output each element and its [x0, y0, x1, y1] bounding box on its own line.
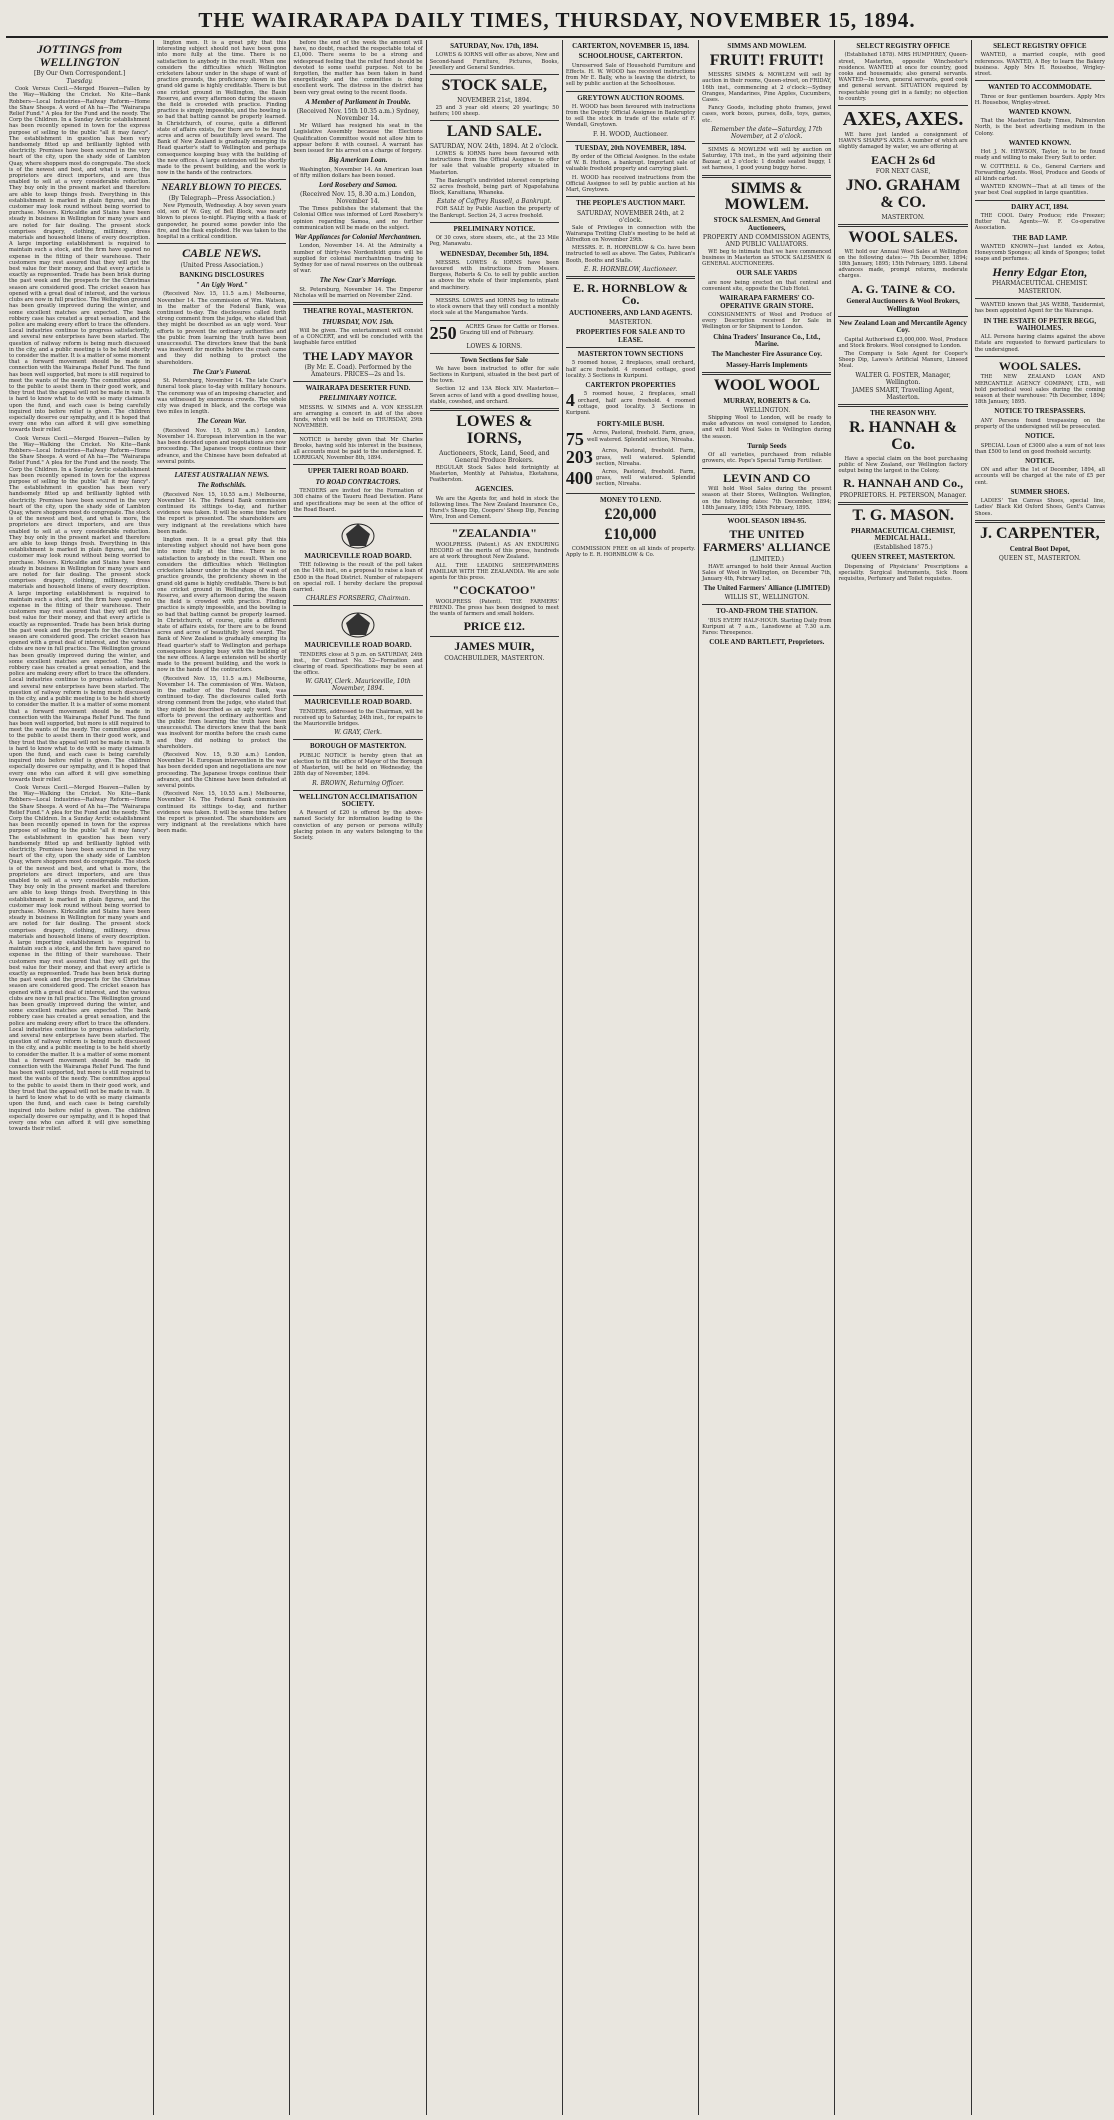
ad-body: THE COOL Dairy Produce; ride Freezer; Butter Fat. Agents—W. F. Co-operative Association.: [974, 212, 1105, 232]
ad-signature: WALTER G. FOSTER, Manager, Wellington.: [855, 371, 951, 386]
ad-sub: Central Boot Depot,: [1009, 544, 1070, 553]
ad-body: Shipping Wool to London, will be ready to make advances on wool consigned to London, and will hold Wool Sales in Wellington during the season.: [702, 415, 832, 440]
ad-body: (Established 1878). MRS HUMPHREY, Queen-street, Masterton, opposite Winchester's residence. WANTED at once for country, good cooks and housemaids; also general servants. WANTED—In town, general servants, good cook and general servant. SITUATION required by respectable young girl in a family; no objection to country.: [838, 52, 968, 102]
ad-body: 'BUS EVERY HALF-HOUR. Starting Daily from Kuripuni at 7 a.m., Lansdowne at 7.30 a.m. Fares: Threepence.: [702, 617, 832, 637]
ad-body: WANTED KNOWN—Just landed ex Aotea, Honeycomb Sponges; all kinds of Sponges; toilet soaps and perfumes.: [974, 243, 1105, 263]
ad-heading: SIMMS & MOWLEM.: [724, 179, 809, 214]
crest-icon: [338, 520, 378, 550]
article-body: (Received Nov. 15, 9.30 a.m.) London, November 14. European intervention in the war has been decided upon and negotiations are now proceeding. The Japanese troops continue their advance, and the Chinese have been defeated at several points.: [157, 427, 287, 465]
ad-heading: PROPERTIES FOR SALE AND TO LEASE.: [575, 328, 686, 344]
column-6: [699, 40, 835, 2115]
column-7: [835, 40, 971, 2115]
ad-heading: OUR SALE YARDS: [736, 269, 798, 278]
ad-body: WANTED KNOWN—That at all times of the year best Coal supplied in large quantities.: [974, 184, 1105, 197]
ad-body: WANTED, a married couple, with good references. WANTED, A Boy to learn the Bakery business. Apply Mrs H. Rouseboe, Wrigley-street.: [974, 52, 1105, 77]
ad-heading: JNO. GRAHAM & CO.: [845, 177, 961, 211]
ad-body: MESSRS. LOWES and IORNS beg to intimate to stock owners that they will conduct a monthly stock sale at the Mangamahoe Yards.: [429, 297, 559, 317]
ad-body: WE beg to intimate that we have commenced business in Masterton as STOCK SALESMEN & GENERAL AUCTIONEERS.: [702, 248, 832, 268]
ad-date: SATURDAY, NOVEMBER 24th, at 2 o'clock.: [576, 209, 685, 224]
ad-date: Remember the date—Saturday, 17th November, at 2 o'clock.: [711, 125, 823, 140]
column-4: [427, 40, 563, 2115]
ad-body: By order of the Official Assignee. In the estate of W. B. Hutton, a bankrupt. Important sale of valuable freehold property and carrying plant.: [565, 154, 696, 173]
ad-signature: R. BROWN, Returning Officer.: [312, 779, 404, 787]
ad-body: THE following is the result of the poll taken on the 14th inst., on a proposal to raise a loan of £500 in the Road District. Number of ratepayers on special roll. I hereby declare the proposal carried.: [293, 562, 423, 594]
ad-body: 25 and 3 year old steers; 20 yearlings; 50 heifers; 100 sheep.: [429, 104, 559, 117]
ad-body: W. COTTRELL & Co., General Carriers and Forwarding Agents. Wool, Produce and Goods of all kinds carted.: [974, 163, 1105, 183]
ad-heading: R. HANNAH AND Co.,: [843, 476, 964, 491]
ad-body: ALL Persons having claims against the above Estate are requested to forward particulars to the undersigned.: [974, 334, 1105, 353]
headline: The New Czar's Marriage.: [319, 276, 397, 285]
article-body: St. Petersburg, November 14. The late Czar's funeral took place to-day with military honours. The ceremony was of an imposing character, and was witnessed by enormous crowds. The whole city was draped in black, and the cortege was two miles in length.: [157, 378, 287, 416]
headline: A Member of Parliament in Trouble.: [305, 97, 411, 106]
ad-body: SPECIAL Loan of £3000 also a sum of not less than £500 to lend on good freehold security.: [974, 442, 1105, 455]
ad-body: Capital Authorised £3,000,000. Wool, Produce and Stock Brokers. Wool consigned to London.: [838, 336, 968, 349]
ad-heading: NOTICE.: [1025, 432, 1055, 441]
article-body: Mr Willard has resigned his seat in the Legislative Assembly because the Elections Qualification Committee would not allow him to appear before it with counsel. A warrant has been issued for his arrest on a charge of forgery.: [293, 123, 423, 154]
ad-date: TUESDAY, 20th NOVEMBER, 1894.: [574, 143, 687, 152]
ad-sub: PROPERTY AND COMMISSION AGENTS, AND PUBLIC VALUATORS.: [702, 233, 831, 248]
article-body-repeat-2: Cook Versus Cecil.—Merged Heaven—Fallen by the Way—Walking the Cricket. No Kite—Bank Robbers—Local Industries—Railway Reform—Home the Shaw Sheeps. A word of Ah ha—The "Wairarapa Relief Fund." A plea for the Fund and the needy. The Corp the Children. In a Sunday Arctic establishment has been recently opened in town for the express purpose of selling to the public "all it may fancy". The establishment in question has been very handsomely fitted up and brilliantly lighted with electricity. Premises have been secured in the very heart of the city, upon the shady side of Lambton Quay, where shoppers most do congregate. The stock is of the newest and best, and what is more, the proprietors are direct importers, and are thus enabled to sell at a very considerable reduction. They buy only in the present market and therefore are able to keep things fresh. Everything in this establishment is marked in plain figures, and the customer may look round without being worried to purchase. Messrs. Kirkcaldie and Stains have been steady in business in Wellington for many years and are noted for fair dealing. The present stock comprises drapery, clothing, millinery, dress materials and household linens of every description. A large importing establishment is required to maintain such a stock, and the firm have spared no expense in the fitting of their warehouse. Their customers may rest assured that they will get the best value for their money, and that every article is exactly as represented. Trade has been brisk during the past week and the prospects for the Christmas season are considered good. The cricket season has opened with a great deal of interest, and the various clubs are now in full practice. The Wellington ground has been greatly improved during the winter, and some excellent matches are expected. The bank robbery case has created a great sensation, and the police are making every effort to trace the offenders. Local industries continue to progress satisfactorily, and several new enterprises have been started. The question of railway reform is being much discussed in the city, and a public meeting is to be held shortly to consider the matter. It is a matter of some moment that a forward movement should be made in connection with the Wairarapa Relief Fund. The fund has been well supported, but more is still required to meet the wants of the needy. The committee appeal to the public to assist them in their good work, and they trust that the appeal will not be made in vain. It is hard to know what to do with so many claimants upon the fund, and each case is being carefully inquired into before relief is given. The children especially deserve our sympathy, and it is hoped that every one who can afford it will give something towards their relief.: [9, 784, 151, 1133]
ad-title: WELLINGTON ACCLIMATISATION SOCIETY.: [298, 792, 418, 808]
loan-amount: £20,000: [604, 506, 657, 524]
subhead: (Received Nov. 15th 10.35 a.m.) Sydney, November 14.: [296, 108, 420, 123]
ad-body: Will be given. The entertainment will consist of a CONCERT, and will be concluded with the laughable farce entitled: [293, 327, 423, 347]
ad-body: Sale of Privileges in connection with the Wairarapa Trotting Club's meeting to be held at Alfredton on November 29th.: [565, 224, 696, 243]
ad-title: MAURICEVILLE ROAD BOARD.: [304, 698, 412, 707]
headline: NEARLY BLOWN TO PIECES.: [161, 182, 282, 193]
ad-title: SELECT REGISTRY OFFICE: [856, 42, 950, 50]
ad-body: Acres, Pastoral, freehold. Farm, grass, well watered. Splendid section, Nireaha.: [595, 469, 696, 488]
headline: The Corean War.: [197, 417, 247, 426]
ad-body: FOR SALE by Public Auction the property of the Bankrupt. Section 24, 3 acres freehold.: [429, 206, 559, 219]
ad-place: QUEEN ST., MASTERTON.: [998, 554, 1081, 562]
ad-body: ACRES Grass for Cattle or Horses. Grazing till end of February.: [459, 323, 559, 336]
ad-body: That the Masterton Daily Times, Palmerston North, is the best advertising medium in the Colony.: [974, 118, 1105, 137]
column-5: [563, 40, 699, 2115]
ad-body: TENDERS, addressed to the Chairman, will be received up to Saturday, 24th inst., for repairs to the Mauriceville bridges.: [293, 708, 423, 728]
ad-body: WE have just landed a consignment of HAWN'S SHARP'S AXES. A number of which are slightly damaged by water, we are offering at: [838, 131, 968, 151]
ad-heading: E. R. HORNBLOW & Co.: [573, 280, 688, 308]
ad-body: Acres, Pastoral, freehold. Farm, grass, well watered. Splendid section, Nireaha.: [595, 448, 696, 467]
article-body: The Times publishes the statement that the Colonial Office was informed of Lord Rosebery's opinion regarding Samoa, and no further communication will be made on the subject.: [293, 206, 423, 231]
ad-heading: The Manchester Fire Assurance Coy.: [711, 350, 822, 359]
headline: LATEST AUSTRALIAN NEWS.: [174, 470, 269, 479]
masthead: THE WAIRARAPA DAILY TIMES, THURSDAY, NOVEMBER 15, 1894.: [6, 6, 1108, 38]
ad-signature: W. GRAY, Clerk. Mauriceville, 10th November, 1894.: [305, 678, 411, 693]
ad-place: MASTERTON.: [609, 319, 653, 327]
headline: The Rothschilds.: [197, 481, 247, 490]
ad-sub: FOR NEXT CASE,: [875, 168, 931, 176]
ad-heading: China Traders' Insurance Co., Ltd., Marine.: [713, 332, 821, 348]
grazing-ad: [430, 324, 559, 342]
article-body: lington men. It is a great pity that this interesting subject should not have been gone into more fully at the time. There is no satisfaction to anybody in the result. When one considers the difficulties which Wellington cricketers labour under in the shape of want of practice grounds, the proficiency shown in the grand old game is highly creditable. There is but one cricket ground in Wellington, the Basin Reserve, and every afternoon during the season the field is crowded with practice. Finding practice is simply impossible, and the bowling is so bad that batting cannot be properly learned. In Christchurch, of course, quite a different state of affairs exists, for there are to be found acres and acres of beautifully level sward. The Bank of New Zealand is gradually emerging its Head quarter's staff to Wellington and perhaps consequence keeping busy with the building of the new offices. A large extension will be shortly made to the present building, and the work is now in the hands of the contractors.: [157, 40, 287, 177]
ad-heading: AGENCIES.: [475, 485, 514, 494]
ad-body: WOOLPRESS. (Patent.) AS AN ENDURING RECORD of the merits of this press, hundreds are at work throughout New Zealand.: [429, 542, 559, 561]
ad-show-title: THE LADY MAYOR: [302, 348, 414, 363]
ad-sub: AUCTIONEERS, AND LAND AGENTS.: [568, 308, 693, 317]
article-body-repeat: lington men. It is a great pity that this interesting subject should not have been gone into more fully at the time. There is no satisfaction to anybody in the result. When one considers the difficulties which Wellington cricketers labour under in the shape of want of practice grounds, the proficiency shown in the grand old game is highly creditable. There is but one cricket ground in Wellington, the Basin Reserve, and every afternoon during the season the field is crowded with practice. Finding practice is simply impossible, and the bowling is so bad that batting cannot be properly learned. In Christchurch, of course, quite a different state of affairs exists, for there are to be found acres and acres of beautifully level sward. The Bank of New Zealand is gradually emerging its Head quarter's staff to Wellington and perhaps consequence keeping busy with the building of the new offices. A large extension will be shortly made to the present building, and the work is now in the hands of the contractors.: [157, 537, 287, 674]
ad-body: COMMISSION FREE on all kinds of property. Apply to E. R. HORNBLOW & Co.: [565, 545, 696, 558]
ad-signature: W. GRAY, Clerk.: [334, 729, 382, 737]
headline: CABLE NEWS.: [182, 246, 262, 261]
ad-body: TENDERS close at 5 p.m. on SATURDAY, 24th inst., for Contract No. 52—Formation and clearing of road. Specifications may be seen at the office.: [293, 651, 423, 677]
ad-heading: WAIRARAPA FARMERS' CO-OPERATIVE GRAIN STORE.: [719, 294, 815, 310]
ad-body: We have been instructed to offer for sale Sections in Kuripuni, situated in the best part of the town.: [429, 365, 559, 385]
ad-sub: (Established 1875.): [873, 544, 933, 552]
acreage-number: 400: [565, 468, 593, 489]
ad-heading: MONEY TO LEND.: [599, 495, 662, 504]
ad-body: Of 30 cows, store steers, etc., at the 23 Mile Peg, Manawatu.: [429, 235, 559, 248]
byline: [By Our Own Correspondent.]: [33, 70, 126, 78]
ad-heading: LOWES & IORNS,: [456, 413, 533, 447]
ad-date: NOVEMBER 21st, 1894.: [457, 96, 532, 104]
ad-sub: PHARMACEUTICAL CHEMIST, MEDICAL HALL.: [851, 526, 956, 542]
acreage-number: 203: [565, 447, 593, 468]
ad-body: MESSRS. LOWES & IORNS have been favoured with instructions from Messrs. Burgess, Roberts & Co. to sell by public auction as above the whole of their implements, plant and machinery.: [429, 259, 559, 291]
ad-place: WILLIS ST., WELLINGTON.: [724, 594, 810, 602]
ad-heading: WANTED KNOWN.: [1008, 107, 1071, 116]
ad-heading: PRELIMINARY NOTICE.: [319, 394, 397, 403]
ad-heading: WOOL SEASON 1894-95.: [727, 517, 807, 525]
headline: BANKING DISCLOSURES: [179, 270, 265, 279]
ad-body: Section 12 and 13A Block XIV. Masterton—Seven acres of land with a good dwelling house, stable, cowshed, and orchard.: [429, 386, 559, 405]
ad-body: Fancy Goods, including photo frames, jewel cases, work boxes, purses, dolls, toys, games, etc.: [702, 105, 832, 124]
ad-heading: Town Sections for Sale: [460, 355, 529, 364]
ad-sub: MURRAY, ROBERTS & Co.: [723, 396, 811, 405]
ad-body: REGULAR Stock Sales held fortnightly at Masterton, Monthly at Pahiatua, Eketahuna, Featherston.: [429, 464, 559, 484]
ad-signature: LOWES & IORNS.: [466, 342, 523, 350]
ad-body: The Bankrupt's undivided interest comprising 52 acres freehold, being part of Ngapotahuna Block, Karaitiana, Whaneka.: [429, 177, 559, 197]
subhead: (Received Nov. 15, 8.30 a.m.) London, November 14.: [300, 191, 417, 206]
acreage-number: 250: [429, 322, 457, 343]
ad-body: The Company is Sole Agent for Cooper's Sheep Dip, Lawes's Artificial Manure, Linseed Meal.: [838, 350, 968, 370]
column-8: [972, 40, 1108, 2115]
article-body-repeat: (Received Nov. 15, 10.55 a.m.) Melbourne, November 14. The Federal Bank commission continued its sittings to-day, and further evidence was taken. It will be some time before the report is presented. The shareholders are very indignant at the revelations which have been made.: [157, 791, 287, 835]
ad-body: ALL THE LEADING SHEEPFARMERS FAMILIAR WITH THE ZEALANDIA. We are sole agents for this press.: [429, 562, 559, 582]
ad-body: MESSRS SIMMS & MOWLEM will sell by auction in their rooms, Queen-street, on FRIDAY, 16th inst., commencing at 2 o'clock:—Sydney Oranges, Mandarines, Pine Apples, Cucumbers, Cases.: [702, 72, 832, 103]
headline: Lord Rosebery and Samoa.: [318, 180, 398, 189]
ad-date: THURSDAY, NOV. 15th.: [322, 317, 394, 326]
ad-heading: LAND SALE.: [446, 123, 542, 141]
ad-heading: "ZEALANDIA": [451, 526, 537, 541]
ad-heading: T. G. MASON.: [852, 506, 954, 524]
headline: Big American Loan.: [328, 156, 388, 165]
ad-body: H. WOOD has received instructions from the Official Assignee to sell by public auction at his Mart, Greytown.: [565, 174, 696, 194]
column-3: [290, 40, 426, 2115]
ad-body: NOTICE is hereby given that Mr Charles Brooks, having sold his interest in the business, all accounts must be paid to the undersigned. E. LORRIGAN, November 8th, 1894.: [293, 436, 423, 462]
ad-body: are now being erected on that central and convenient site, opposite the Club Hotel.: [702, 279, 832, 293]
ad-place: WELLINGTON.: [743, 407, 791, 415]
ad-title: MAURICEVILLE ROAD BOARD.: [304, 641, 412, 650]
ad-heading: Henry Edgar Eton,: [992, 264, 1088, 279]
ad-body: Of all varieties, purchased from reliable growers, etc. Pope's Special Turnip Fertiliser.: [702, 452, 832, 465]
article-body: Cook Versus Cecil.—Merged Heaven—Fallen by the Way—Walking the Cricket. No Kite—Bank Robbers—Local Industries—Railway Reform—Home the Shaw Sheeps. A word of Ah ha—The "Wairarapa Relief Fund." A plea for the Fund and the needy. The Corp the Children. In a Sunday Arctic establishment has been recently opened in town for the express purpose of selling to the public "all it may fancy". The establishment in question has been very handsomely fitted up and brilliantly lighted with electricity. Premises have been secured in the very heart of the city, upon the shady side of Lambton Quay, where shoppers most do congregate. The stock is of the newest and best, and what is more, the proprietors are direct importers, and are thus enabled to sell at a very considerable reduction. They buy only in the present market and therefore are able to keep things fresh. Everything in this establishment is marked in plain figures, and the customer may look round without being worried to purchase. Messrs. Kirkcaldie and Stains have been steady in business in Wellington for many years and are noted for fair dealing. The present stock comprises drapery, clothing, millinery, dress materials and household linens of every description. A large importing establishment is required to maintain such a stock, and the firm have spared no expense in the fitting of their warehouse. Their customers may rest assured that they will get the best value for their money, and that every article is exactly as represented. Trade has been brisk during the past week and the prospects for the Christmas season are considered good. The cricket season has opened with a great deal of interest, and the various clubs are now in full practice. The Wellington ground has been greatly improved during the winter, and some excellent matches are expected. The bank robbery case has created a great sensation, and the police are making every effort to trace the offenders. Local industries continue to progress satisfactorily, and several new enterprises have been started. The question of railway reform is being much discussed in the city, and a public meeting is to be held shortly to consider the matter. It is a matter of some moment that a forward movement should be made in connection with the Wairarapa Relief Fund. The fund has been well supported, but more is still required to meet the wants of the needy. The committee appeal to the public to assist them in their good work, and they trust that the appeal will not be made in vain. It is hard to know what to do with so many claimants upon the fund, and each case is being carefully inquired into before relief is given. The children especially deserve our sympathy, and it is hoped that every one who can afford it will give something towards their relief.: [9, 86, 151, 434]
ad-sub: General Auctioneers & Wool Brokers, Wellington: [846, 297, 960, 313]
ad-sub: (LIMITED.): [749, 555, 785, 563]
ad-heading: WOOL SALES.: [848, 228, 958, 246]
ad-heading: Massey-Harris Implements: [726, 360, 808, 369]
ad-date: WEDNESDAY, December 5th, 1894.: [439, 249, 549, 258]
ad-title: MAURICEVILLE ROAD BOARD.: [304, 551, 412, 560]
ad-heading: THE UNITED FARMERS' ALLIANCE: [703, 527, 831, 554]
ad-sub: (By Mr. E. Coad). Performed by the Amateurs. PRICES—2s and 1s.: [304, 364, 412, 379]
ad-body: MESSRS. E. R. HORNBLOW & Co. have been instructed to sell as above. The Gates, Publican's Booth, Booths and Stalls.: [565, 245, 696, 264]
ad-body: WOOLPRESS (Patent). THE FARMERS' FRIEND. The press has been designed to meet the wants of farmers and small holders.: [429, 598, 559, 618]
acreage-number: 75: [565, 429, 584, 450]
ad-heading: IN THE ESTATE OF PETER BEGG, WAIHOLMES.: [983, 316, 1097, 332]
ad-body: LOWES & IORNS have been favoured with instructions from the Official Assignee to offer for sale that valuable property situated in Masterton.: [429, 150, 559, 176]
ad-heading: THE PEOPLE'S AUCTION MART.: [576, 199, 685, 208]
headline: War Appliances for Colonial Merchantmen.: [294, 233, 422, 242]
ad-sub: PHARMACEUTICAL CHEMIST.: [992, 280, 1088, 288]
ad-body: ON and after the 1st of December, 1894, all accounts will be charged at the rate of £5 per cent.: [974, 467, 1105, 486]
ad-price: EACH 2s 6d: [871, 152, 936, 167]
property-listing: [566, 391, 695, 418]
ad-heading: NOTICE.: [1025, 456, 1055, 465]
ad-body: A Reward of £20 is offered by the above-named Society for information leading to the conviction of any person or persons wilfully placing poison in any waters belonging to the Society.: [293, 810, 423, 842]
property-listing: [566, 448, 695, 469]
ad-sub: COACHBUILDER, MASTERTON.: [444, 654, 545, 662]
ad-body: We are the Agents for, and hold in stock the following lines. The New Zealand Insurance Co., Hurst's Sheep Dip, Coopers' Sheep Dip, Fencing Wire, Iron and Cement.: [429, 495, 559, 521]
article-body: (Received Nov. 15, 11.5 a.m.) Melbourne, November 14. The commission of Wm. Watson, in the matter of the Federal Bank, was continued to-day. The disclosures called forth strong comment from the judge, who stated that they might be described as an ugly word. Your efforts to prevent the ordinary authorities and the public from learning the truth have been unsuccessful. The directors knew that the bank was insolvent for months before the crash came and they did nothing to protect the shareholders.: [157, 291, 287, 366]
headline: " An Ugly Word.": [195, 281, 248, 290]
ad-title: DAIRY ACT, 1894.: [1011, 202, 1069, 211]
loan-amount: £10,000: [604, 525, 657, 543]
ad-title: UPPER TAIERI ROAD BOARD.: [307, 467, 409, 476]
ad-body: TENDERS are invited for the Formation of 308 chains of the Taueru Road Deviation. Plans and specifications may be seen at the office of the Road Board.: [293, 488, 423, 513]
ad-heading: The United Farmers' Alliance (LIMITED): [703, 584, 830, 593]
dateline: Tuesday.: [66, 78, 93, 86]
article-body: (Received Nov. 15, 10.55 a.m.) Melbourne, November 14. The Federal Bank commission continued its sittings to-day, and further evidence was taken. It will be some time before the report is presented. The shareholders are very indignant at the revelations which have been made.: [157, 491, 287, 535]
ad-date: CARTERTON, NOVEMBER 15, 1894.: [572, 42, 689, 50]
ad-heading: Turnip Seeds: [747, 441, 787, 450]
ad-date: SATURDAY, Nov. 17th, 1894.: [450, 42, 539, 50]
ad-body: LADIES' Tan Canvas Shoes, special line, Ladies' Black Kid Oxford Shoes, Gent's Canvas Shoes.: [974, 498, 1105, 517]
ad-place: QUEEN STREET, MASTERTON.: [851, 553, 955, 562]
ad-date: SATURDAY, NOV. 24th, 1894. At 2 o'clock.: [429, 142, 559, 150]
ad-sub: STOCK SALESMEN, And General Auctioneers,: [713, 216, 821, 232]
ad-heading: THE REASON WHY.: [870, 408, 937, 417]
ad-body: Acres, Pastoral, freehold. Farm, grass, well watered. Splendid section, Nireaha.: [586, 430, 696, 443]
ad-body: LOWES & IORNS will offer as above, New and Second-hand Furniture, Pictures, Books, Jewellery and General Sundries.: [429, 52, 559, 71]
ad-heading: NOTICE TO TRESPASSERS.: [994, 407, 1086, 416]
ad-title: Estate of Caffrey Russell, a Bankrupt.: [436, 198, 552, 206]
ad-heading: LEVIN AND CO: [723, 470, 811, 485]
ad-body: 5 roomed house, 2 fireplaces, small orchard, half acre freehold. 4 roomed cottage, good locality. 3 Sections in Kuripuni.: [565, 391, 696, 416]
ad-heading: FORTY-MILE BUSH.: [596, 420, 665, 429]
column-2: [154, 40, 290, 2115]
headline: The Czar's Funeral.: [192, 367, 252, 376]
ad-body: WANTED known that JAS WEBB, Taxidermist, has been appointed Agent for the Wairarapa.: [974, 302, 1105, 315]
ad-heading: MASTERTON TOWN SECTIONS: [577, 350, 684, 358]
ad-heading: AXES, AXES.: [842, 107, 964, 130]
ad-body: Will hold Wool Sales during the present season at their Stores, Wellington. Wellington, on the following dates: 7th December, 1894; 18th January, 1895; 15th February, 1895.: [702, 486, 832, 511]
ad-place: MASTERTON.: [1018, 288, 1062, 296]
ad-body: HAVE arranged to hold their Annual Auction Sales of Wool in Wellington, on December 7th, January 4th, February 1st.: [702, 563, 832, 582]
ad-title: THEATRE ROYAL, MASTERTON.: [302, 307, 414, 316]
article-body: St. Petersburg, November 14. The Emperor Nicholas will be married on November 22nd.: [293, 286, 423, 299]
ad-signature: F. H. WOOD, Auctioneer.: [592, 130, 669, 138]
ad-body: SIMMS & MOWLEM will sell by auction on Saturday, 17th inst., in the yard adjoining their Bazaar, at 2 o'clock: 1 double seated buggy, 1 set harness, 1 good young buggy horse.: [702, 146, 832, 172]
article-body: before the end of the week the amount will have, no doubt, reached the respectable total of £1,000. There seems to be a strong and widespread feeling that the relief fund should be devoted to some useful purpose. Not to be forgotten, the matter has been taken in hand energetically and the committee is doing excellent work. The distress in the district has been very great owing to the recent floods.: [293, 40, 423, 96]
ad-body: CONSIGNMENTS of Wool and Produce of every Description received for Sale in Wellington or for Shipment to London.: [702, 311, 832, 331]
ad-heading: TO ROAD CONTRACTORS.: [315, 477, 401, 486]
ad-body: Hot J. N. HEWSON, Taylor, is to be found ready and willing to make Every Suit to order.: [974, 149, 1105, 162]
columns: [6, 40, 1108, 2115]
ad-body: Three or four gentlemen boarders. Apply Mrs H. Rouseboe, Wrigley-street.: [974, 93, 1105, 106]
article-body: Washington, November 14. An American loan of fifty million dollars has been issued.: [293, 166, 423, 179]
ad-heading: PRELIMINARY NOTICE.: [453, 224, 536, 233]
ad-body: THE NEW ZEALAND LOAN AND MERCANTILE AGENCY COMPANY, LTD., will hold periodical wool sales during the coming season at their warehouse: 7th December, 1894; 18th January, 1895.: [974, 374, 1105, 406]
ad-title: BOROUGH OF MASTERTON.: [310, 742, 407, 751]
ad-heading: WANTED TO ACCOMMODATE.: [988, 83, 1092, 92]
ad-body: H. WOOD has been favoured with instructions from the Deputy Official Assignee in Bankruptcy to sell the stock in trade of the estate of F. Wendall, Greytown.: [565, 103, 696, 129]
property-listing: [566, 430, 695, 448]
article-heading: JOTTINGS from WELLINGTON: [37, 42, 123, 69]
ad-heading: R. HANNAH & Co.: [849, 418, 958, 453]
article-body: New Plymouth, Wednesday. A boy seven years old, son of W. Guy, of Bell Block, was nearly blown to pieces to-night. Playing with a flask of gunpowder, he poured some powder into the fire, and the flask exploded. He was taken to the hospital in a critical condition.: [157, 202, 287, 240]
subhead: (By Telegraph—Press Association.): [168, 194, 275, 202]
ad-body: ANY Persons found trespassing on the property of the undersigned will be prosecuted.: [974, 417, 1105, 430]
ad-signature: E. R. HORNBLOW, Auctioneer.: [583, 265, 678, 273]
crest-icon: [338, 609, 378, 639]
ad-heading: STOCK SALE,: [441, 76, 548, 94]
acreage-number: 4: [565, 390, 575, 411]
article-body: London, November 14. At the Admiralty a number of thirty-two Nordenfeldt guns will be supplied for colonial merchantmen trading to Sydney for use of naval reserves on the outbreak of war.: [293, 243, 423, 275]
property-listing: [566, 469, 695, 490]
ad-sub: Auctioneers, Stock, Land, Seed, and General Produce Brokers.: [439, 449, 550, 464]
ad-heading: THE BAD LAMP.: [1012, 233, 1068, 242]
ad-place: PROPRIETORS. H. PETERSON, Manager.: [839, 491, 967, 499]
ad-body: WE hold our Annual Wool Sales at Wellington on the following dates:— 7th December, 1894; 18th January, 1895; 15th February, 1895. Liberal advances made, prompt returns, moderate charges.: [838, 248, 968, 280]
ad-heading: CARTERTON PROPERTIES: [585, 380, 676, 389]
subhead: (United Press Association.): [180, 261, 263, 269]
ad-heading: "COCKATOO": [452, 583, 537, 598]
ad-heading: SCHOOLHOUSE, CARTERTON.: [578, 52, 683, 61]
ad-heading: WANTED KNOWN.: [1008, 138, 1071, 147]
ad-heading: WOOL SALES.: [998, 358, 1081, 373]
ad-heading: New Zealand Loan and Mercantile Agency Coy.: [839, 318, 967, 335]
ad-body: Unreserved Sale of Household Furniture and Effects. H. W. WOOD has received instructions from Mr E. Baily, who is leaving the district, to sell by public auction at the Schoolhouse.: [565, 62, 696, 88]
ad-heading: SUMMER SHOES.: [1010, 487, 1070, 496]
column-1: [6, 40, 154, 2115]
article-body-repeat: (Received Nov. 15, 11.5 a.m.) Melbourne, November 14. The commission of Wm. Watson, in the matter of the Federal Bank, was continued to-day. The disclosures called forth strong comment from the judge, who stated that they might be described as an ugly word. Your efforts to prevent the ordinary authorities and the public from learning the truth have been unsuccessful. The directors knew that the bank was insolvent for months before the crash came and they did nothing to protect the shareholders.: [157, 675, 287, 750]
ad-heading: WOOL WOOL: [713, 376, 820, 394]
ad-heading: FRUIT! FRUIT!: [709, 52, 824, 70]
ad-place: MASTERTON.: [881, 213, 925, 221]
ad-title: GREYTOWN AUCTION ROOMS.: [577, 93, 684, 102]
ad-price: PRICE £12.: [463, 619, 525, 634]
ad-body: Dispensing of Physicians' Prescriptions a speciality. Surgical Instruments, Sick Room requisites, Perfumery and Toilet requisites.: [838, 563, 968, 582]
ad-title: SELECT REGISTRY OFFICE: [993, 42, 1087, 50]
ad-heading: TO-AND-FROM THE STATION.: [716, 607, 818, 616]
ad-body: PUBLIC NOTICE is hereby given that an election to fill the office of Mayor of the Borough of Masterton, will be held on Wednesday, the 28th day of November, 1894.: [293, 752, 423, 778]
ad-body: MESSRS. W. SIMMS and A. VON KESSLER are arranging a concert in aid of the above funds, which will be held on THURSDAY, 29th NOVEMBER.: [293, 404, 423, 430]
ad-title: WAIRARAPA DESERTER FUND.: [305, 384, 411, 393]
ad-signature: CHARLES FORSBERG, Chairman.: [305, 595, 411, 603]
article-body-repeat: (Received Nov. 15, 9.30 a.m.) London, November 14. European intervention in the war has been decided upon and negotiations are now proceeding. The Japanese troops continue their advance, and the Chinese have been defeated at several points.: [157, 751, 287, 789]
ad-heading: COLE AND BARTLETT, Proprietors.: [709, 638, 825, 647]
ad-signature: JAMES SMART, Travelling Agent, Masterton.: [852, 386, 955, 401]
ad-heading: A. G. TAINE & CO.: [851, 281, 956, 296]
ad-heading: SIMMS AND MOWLEM.: [727, 42, 807, 50]
ad-body: 5 roomed house, 2 fireplaces, small orchard, half acre freehold. 4 roomed cottage, good locality. 3 Sections in Kuripuni.: [565, 360, 696, 379]
ad-body: Have a special claim on the boot purchasing public of New Zealand, our Wellington factory output being the largest in the Colony.: [838, 455, 968, 474]
ad-heading: J. CARPENTER,: [980, 524, 1100, 542]
ad-heading: JAMES MUIR,: [454, 639, 535, 654]
article-body-repeat: Cook Versus Cecil.—Merged Heaven—Fallen by the Way—Walking the Cricket. No Kite—Bank Robbers—Local Industries—Railway Reform—Home the Shaw Sheeps. A word of Ah ha—The "Wairarapa Relief Fund." A plea for the Fund and the needy. The Corp the Children. In a Sunday Arctic establishment has been recently opened in town for the express purpose of selling to the public "all it may fancy". The establishment in question has been very handsomely fitted up and brilliantly lighted with electricity. Premises have been secured in the very heart of the city, upon the shady side of Lambton Quay, where shoppers most do congregate. The stock is of the newest and best, and what is more, the proprietors are direct importers, and are thus enabled to sell at a very considerable reduction. They buy only in the present market and therefore are able to keep things fresh. Everything in this establishment is marked in plain figures, and the customer may look round without being worried to purchase. Messrs. Kirkcaldie and Stains have been steady in business in Wellington for many years and are noted for fair dealing. The present stock comprises drapery, clothing, millinery, dress materials and household linens of every description. A large importing establishment is required to maintain such a stock, and the firm have spared no expense in the fitting of their warehouse. Their customers may rest assured that they will get the best value for their money, and that every article is exactly as represented. Trade has been brisk during the past week and the prospects for the Christmas season are considered good. The cricket season has opened with a great deal of interest, and the various clubs are now in full practice. The Wellington ground has been greatly improved during the winter, and some excellent matches are expected. The bank robbery case has created a great sensation, and the police are making every effort to trace the offenders. Local industries continue to progress satisfactorily, and several new enterprises have been started. The question of railway reform is being much discussed in the city, and a public meeting is to be held shortly to consider the matter. It is a matter of some moment that a forward movement should be made in connection with the Wairarapa Relief Fund. The fund has been well supported, but more is still required to meet the wants of the needy. The committee appeal to the public to assist them in their good work, and they trust that the appeal will not be made in vain. It is hard to know what to do with so many claimants upon the fund, and each case is being carefully inquired into before relief is given. The children especially deserve our sympathy, and it is hoped that every one who can afford it will give something towards their relief.: [9, 435, 151, 783]
